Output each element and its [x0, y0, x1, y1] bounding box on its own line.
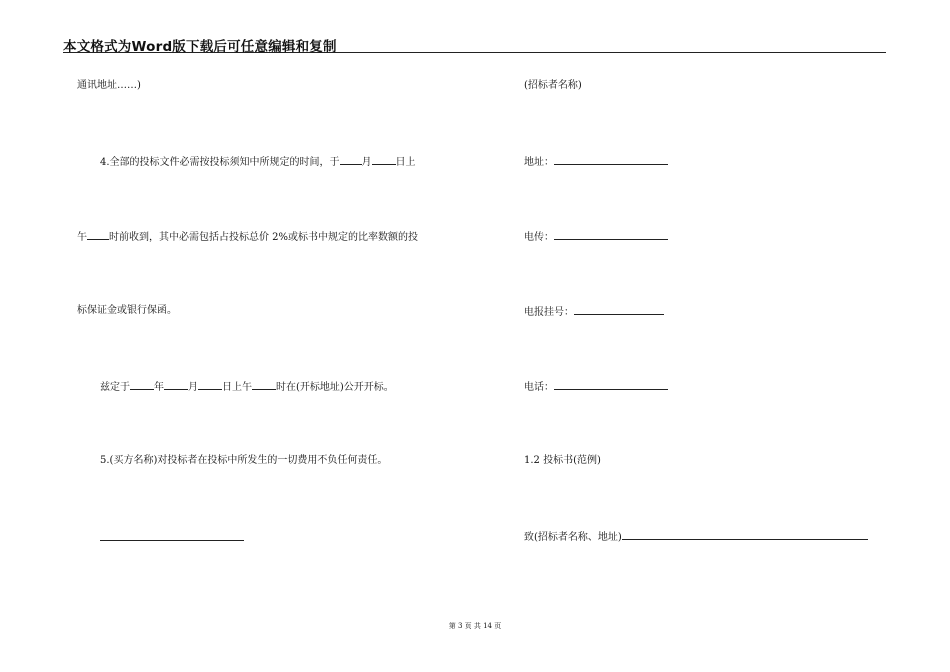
to-label: 致(招标者名称、地址) [524, 532, 622, 543]
phone-field [524, 379, 668, 395]
page-number-footer: 第 3 页 共 14 页 [448, 622, 502, 630]
opening-text-d: 日上午 [222, 382, 252, 393]
month-blank [340, 154, 362, 165]
clause-4-text-e: 时前收到，其中必需包括占投标总价 2%或标书中规定的比率数额的投 [109, 232, 419, 243]
to-blank [622, 529, 868, 540]
opening-text-e: 时在(开标地址)公开开标。 [276, 382, 394, 393]
cable-blank [574, 304, 664, 315]
hour-blank [87, 229, 109, 240]
clause-4-text-a: 4.全部的投标文件必需按投标须知中所规定的时间，于 [100, 157, 340, 168]
clause-4-line-3: 标保证金或银行保函。 [77, 305, 177, 316]
opening-date-line [100, 379, 394, 395]
clause-4-text-b: 月 [361, 157, 372, 168]
opening-text-a: 兹定于 [100, 382, 130, 393]
fax-label: 电传： [524, 232, 554, 243]
opening-text-c: 月 [188, 382, 198, 393]
signature-line [100, 540, 244, 541]
year-blank [130, 379, 154, 390]
fax-blank [554, 229, 668, 240]
clause-4-line-2 [77, 229, 418, 245]
mailing-address-line: 通讯地址……) [77, 80, 141, 91]
header-divider [63, 52, 886, 53]
tenderer-name-line: (招标者名称) [524, 80, 582, 91]
document-header-title: 本文格式为Word版下载后可任意编辑和复制 [63, 39, 337, 55]
clause-4-text-c: 日上 [395, 157, 416, 168]
opening-text-b: 年 [154, 382, 164, 393]
clause-4-text-d: 午 [77, 232, 87, 243]
section-heading: 1.2 投标书(范例) [524, 455, 601, 466]
phone-label: 电话： [524, 382, 554, 393]
fax-field [524, 229, 668, 245]
address-blank [554, 154, 668, 165]
cable-field [524, 304, 664, 320]
opening-day-blank [198, 379, 222, 390]
day-blank [372, 154, 396, 165]
opening-month-blank [164, 379, 188, 390]
phone-blank [554, 379, 668, 390]
address-field [524, 154, 668, 170]
opening-hour-blank [252, 379, 276, 390]
cable-label: 电报挂号： [524, 307, 574, 318]
clause-5-line: 5.(买方名称)对投标者在投标中所发生的一切费用不负任何责任。 [100, 455, 388, 466]
address-label: 地址： [524, 157, 554, 168]
clause-4-line-1 [100, 154, 416, 170]
to-field [524, 529, 868, 545]
